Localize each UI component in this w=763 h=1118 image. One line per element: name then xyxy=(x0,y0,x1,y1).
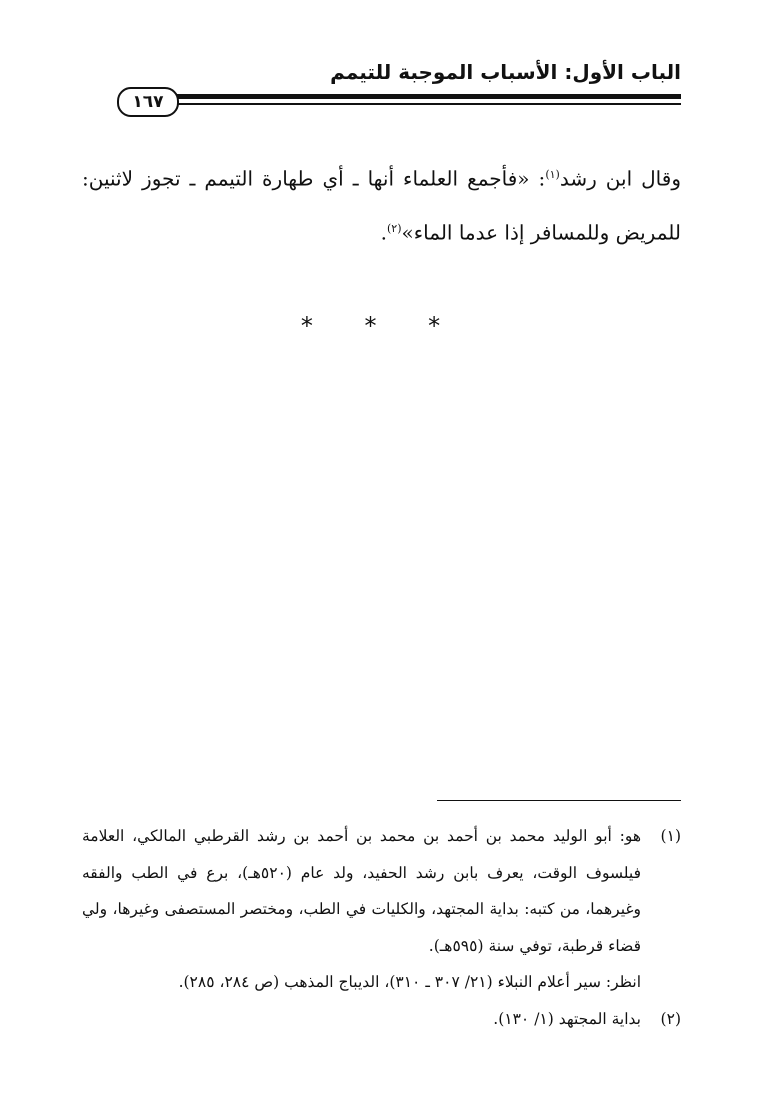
footnote-1-reference: انظر: سير أعلام النبلاء (٢١/ ٣٠٧ ـ ٣١٠)، الديباج المذهب (ص ٢٨٤، ٢٨٥). xyxy=(178,973,641,991)
footnote-text: هو: أبو الوليد محمد بن أحمد بن محمد بن أحمد بن رشد القرطبي المالكي، العلامة فيلسوف الوقت، يعرف بابن رشد الحفيد، ولد عام (٥٢٠هـ)، برع في الطب والفقه وغيرهما، من كتبه: بداية المجتهد، والكليات في الطب، ومختصر المستصفى وغيرها، ولي قضاء قرطبة، توفي سنة (٥٩٥هـ). xyxy=(82,827,641,955)
footnote-ref-2: (٢) xyxy=(387,221,402,235)
footnote-divider xyxy=(437,800,681,801)
footnote-number: (٢) xyxy=(660,1009,681,1028)
header-rule-thick xyxy=(175,94,681,99)
section-separator: * * * xyxy=(300,312,463,340)
footnote-2 xyxy=(82,1001,681,1038)
body-text-start: وقال ابن رشد xyxy=(559,166,681,191)
main-paragraph xyxy=(82,150,681,257)
footnotes xyxy=(82,818,681,1037)
footnote-text: بداية المجتهد (١/ ١٣٠). xyxy=(493,1009,641,1028)
footnote-ref-1: (١) xyxy=(545,168,560,181)
footnote-1 xyxy=(82,818,681,964)
footnote-number: (١) xyxy=(660,827,681,845)
header-rule-thin xyxy=(175,103,681,105)
body-quote: : «فأجمع العلماء أنها ـ أي طهارة التيمم ـ تجوز لاثنين: للمريض وللمسافر إذا عدما الماء» xyxy=(82,166,681,245)
body-text-end: . xyxy=(380,220,387,245)
chapter-title: الباب الأول: الأسباب الموجبة للتيمم xyxy=(330,60,681,84)
page-number: ١٦٧ xyxy=(117,87,179,117)
